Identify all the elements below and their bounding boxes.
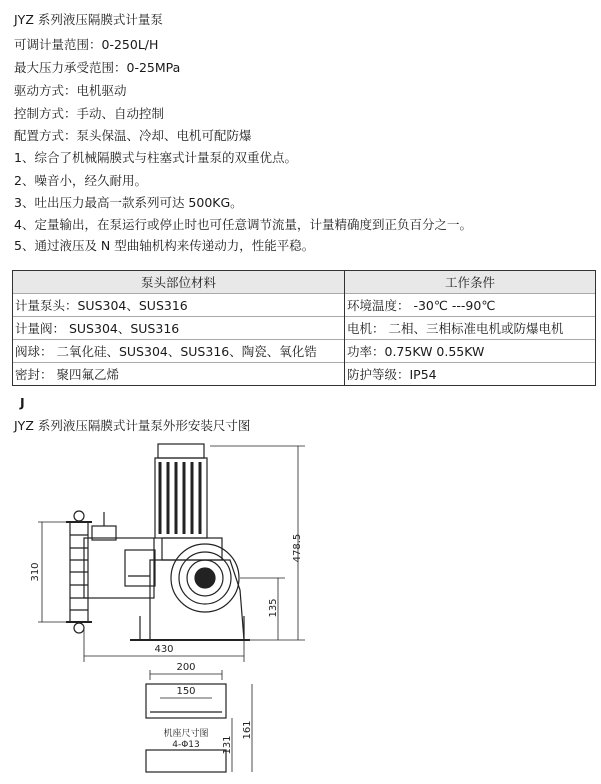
feature-item: 5、通过液压及 N 型曲轴机构来传递动力，性能平稳。 <box>14 238 315 253</box>
table-cell: 防护等级：IP54 <box>345 363 596 386</box>
flow-range: 可调计量范围：0-250L/H <box>14 37 159 52</box>
feature-item: 3、吐出压力最高一款系列可达 500KG。 <box>14 195 243 210</box>
table-cell: 电机： 二相、三相标准电机或防爆电机 <box>345 317 596 340</box>
dim-left-height: 310 <box>30 562 41 582</box>
base-hole-spec: 4-Φ13 <box>172 740 200 750</box>
table-row <box>13 340 596 363</box>
spec-table <box>12 270 596 386</box>
feature-item: 2、噪音小，经久耐用。 <box>14 173 147 188</box>
dim-shaft-height: 135 <box>268 598 279 618</box>
table-cell: 阀球： 二氧化硅、SUS304、SUS316、陶瓷、氧化锆 <box>13 340 345 363</box>
pump-housing <box>84 538 154 598</box>
dimension-drawing <box>0 430 601 784</box>
dim-total-height: 478.5 <box>292 533 303 563</box>
dim-base-200: 200 <box>176 662 196 673</box>
table-cell: 密封： 聚四氟乙烯 <box>13 363 345 386</box>
control-mode: 控制方式：手动、自动控制 <box>14 106 165 121</box>
drive-mode: 驱动方式：电机驱动 <box>14 83 127 98</box>
config-mode: 配置方式：泵头保温、冷却、电机可配防爆 <box>14 128 252 143</box>
base-side <box>146 750 226 772</box>
motor-cap <box>158 444 204 458</box>
header-materials: 泵头部位材料 <box>13 271 345 294</box>
table-row <box>13 294 596 317</box>
table-cell: 功率：0.75KW 0.55KW <box>345 340 596 363</box>
table-cell: 计量阀： SUS304、SUS316 <box>13 317 345 340</box>
table-header-row <box>13 271 596 294</box>
drawing-title: JYZ 系列液压隔膜式计量泵外形安装尺寸图 <box>14 418 251 433</box>
dim-base-150: 150 <box>176 686 196 697</box>
feature-item: 4、定量输出，在泵运行或停止时也可任意调节流量，计量精确度到正负百分之一。 <box>14 217 472 232</box>
base-note: 机座尺寸图 <box>163 729 209 739</box>
product-title: JYZ 系列液压隔膜式计量泵 <box>14 12 163 27</box>
section-marker: J <box>20 395 25 410</box>
feature-item: 1、综合了机械隔膜式与柱塞式计量泵的双重优点。 <box>14 150 297 165</box>
dim-131: 131 <box>222 735 233 755</box>
header-conditions: 工作条件 <box>345 271 596 294</box>
table-cell: 环境温度： -30℃ ---90℃ <box>345 294 596 317</box>
max-pressure: 最大压力承受范围：0-25MPa <box>14 60 181 75</box>
dim-length: 430 <box>154 644 174 655</box>
table-cell: 计量泵头：SUS304、SUS316 <box>13 294 345 317</box>
dim-161: 161 <box>242 720 253 740</box>
table-row <box>13 317 596 340</box>
table-row <box>13 363 596 386</box>
